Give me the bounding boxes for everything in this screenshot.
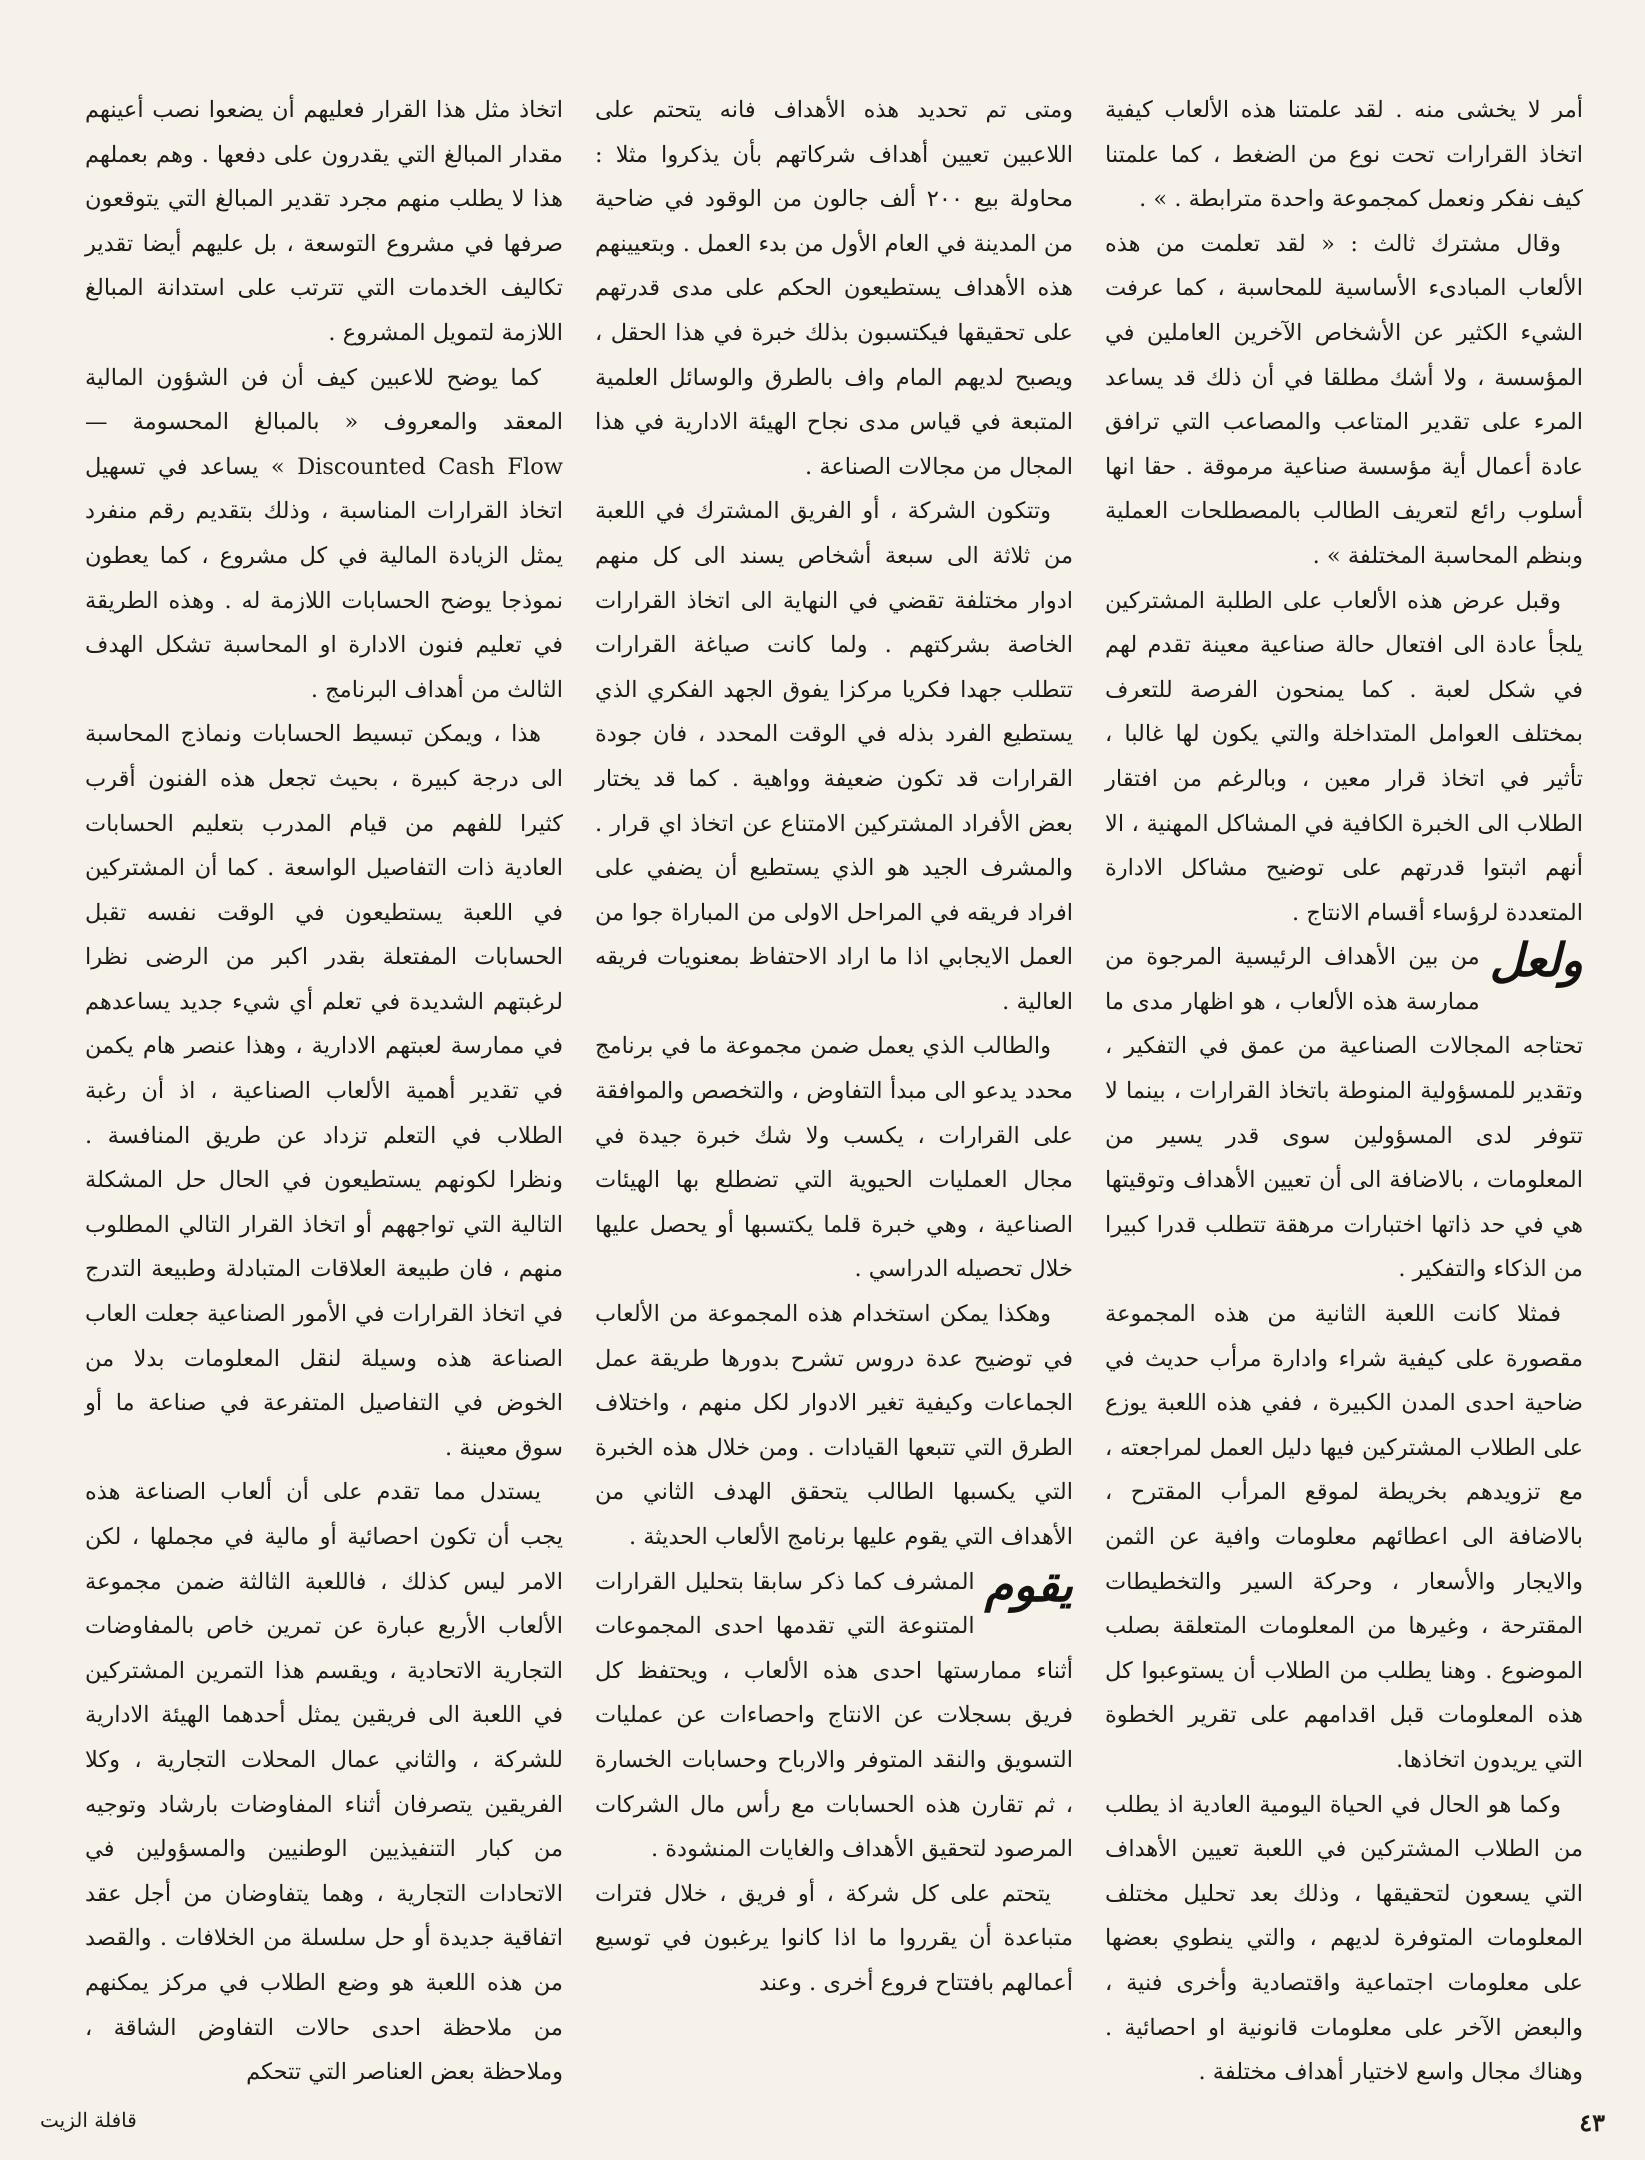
paragraph: وقال مشترك ثالث : « لقد تعلمت من هذه الألعاب المبادىء الأساسية للمحاسبة ، كما عرفت الشيء الكثير عن الأشخاص الآخرين العاملين في المؤسسة ، ولا أشك مطلقا في أن ذلك قد يساعد المرء على تقدير المتاعب والمصاعب التي ترافق عادة أعمال أية مؤسسة صناعية مرموقة . حقا انها أسلوب رائع لتعريف الطالب بالمصطلحات العملية وبنظم المحاسبة المختلفة » . bbox=[1105, 230, 1583, 569]
paragraph: وتتكون الشركة ، أو الفريق المشترك في اللعبة من ثلاثة الى سبعة أشخاص يسند الى كل منهم ادوار مختلفة تقضي في النهاية الى اتخاذ القرارات الخاصة بشركتهم . ولما كانت صياغة القرارات تتطلب جهدا فكريا مركزا يفوق الجهد الفكري الذي يستطيع الفرد بذله في الوقت المحدد ، فان جودة القرارات قد تكون ضعيفة وواهية . كما قد يختار بعض الأفراد المشتركين الامتناع عن اتخاذ اي قرار . والمشرف الجيد هو الذي يستطيع أن يضفي على افراد فريقه في المراحل الاولى من المباراة جوا من العمل الايجابي اذا ما اراد الاحتفاظ بمعنويات فريقه العالية . bbox=[595, 498, 1073, 1015]
paragraph: كما يوضح للاعبين كيف أن فن الشؤون المالية المعقد والمعروف « بالمبالغ المحسومة — Discounted Cash Flow » يساعد في تسهيل اتخاذ القرارات المناسبة ، وذلك بتقديم رقم منفرد يمثل الزيادة المالية في كل مشروع ، كما يعطون نموذجا يوضح الحسابات اللازمة له . وهذه الطريقة في تعليم فنون الادارة او المحاسبة تشكل الهدف الثالث من أهداف البرنامج . bbox=[85, 364, 563, 703]
paragraph: وقبل عرض هذه الألعاب على الطلبة المشتركين يلجأ عادة الى افتعال حالة صناعية معينة تقدم لهم في شكل لعبة . كما يمنحون الفرصة للتعرف بمختلف العوامل المتداخلة والتي يكون لها غالبا ، تأثير في اتخاذ قرار معين ، وبالرغم من افتقار الطلاب الى الخبرة الكافية في المشاكل المهنية ، الا أنهم اثبتوا قدرتهم على توضيح مشاكل الادارة المتعددة لرؤساء أقسام الانتاج . bbox=[1105, 587, 1583, 926]
paragraph: هذا ، ويمكن تبسيط الحسابات ونماذج المحاسبة الى درجة كبيرة ، بحيث تجعل هذه الفنون أقرب كثيرا للفهم من قيام المدرب بتعليم الحسابات العادية ذات التفاصيل الواسعة . كما أن المشتركين في اللعبة يستطيعون في الوقت نفسه تقبل الحسابات المفتعلة بقدر اكبر من الرضى نظرا لرغبتهم الشديدة في تعلم أي شيء جديد يساعدهم في ممارسة لعبتهم الادارية ، وهذا عنصر هام يكمن في تقدير أهمية الألعاب الصناعية ، اذ أن رغبة الطلاب في التعلم تزداد عن طريق المنافسة . ونظرا لكونهم يستطيعون في الحال حل المشكلة التالية التي تواجههم أو اتخاذ القرار التالي المطلوب منهم ، فان طبيعة العلاقات المتبادلة وطبيعة التدرج في اتخاذ القرارات في الأمور الصناعية جعلت العاب الصناعة هذه وسيلة لنقل المعلومات بدلا من الخوض في التفاصيل المتفرعة في صناعة ما أو سوق معينة . bbox=[85, 721, 563, 1461]
drop-word: ولعل bbox=[1489, 933, 1583, 988]
text-column-middle bbox=[595, 88, 1073, 2003]
paragraph-text: من بين الأهداف الرئيسية المرجوة من ممارسة هذه الألعاب ، هو اظهار مدى ما تحتاجه المجالات الصناعية من عمق في التفكير ، وتقدير للمسؤولية المنوطة باتخاذ القرارات ، بينما لا تتوفر لدى المسؤولين سوى قدر يسير من المعلومات ، بالاضافة الى أن تعيين الأهداف وتوقيتها هي في حد ذاتها اختبارات مرهقة تتطلب قدرا كبيرا من الذكاء والتفكير . bbox=[1105, 944, 1583, 1283]
paragraph-with-drop-word bbox=[595, 1557, 1073, 1872]
paragraph: اتخاذ مثل هذا القرار فعليهم أن يضعوا نصب أعينهم مقدار المبالغ التي يقدرون على دفعها . وهم بعملهم هذا لا يطلب منهم مجرد تقدير المبالغ التي يتوقعون صرفها في مشروع التوسعة ، بل عليهم أيضا تقدير تكاليف الخدمات التي تترتب على استدانة المبالغ اللازمة لتمويل المشروع . bbox=[85, 97, 563, 346]
drop-word: يقوم bbox=[984, 1557, 1073, 1612]
paragraph: ومتى تم تحديد هذه الأهداف فانه يتحتم على اللاعبين تعيين أهداف شركاتهم بأن يذكروا مثلا : محاولة بيع ٢٠٠ ألف جالون من الوقود في ضاحية من المدينة في العام الأول من بدء العمل . وبتعيينهم هذه الأهداف يستطيعون الحكم على مدى قدرتهم على تحقيقها فيكتسبون بذلك خبرة في هذا الحقل ، ويصبح لديهم المام واف بالطرق والوسائل العلمية المتبعة في قياس مدى نجاح الهيئة الادارية في هذا المجال من مجالات الصناعة . bbox=[595, 97, 1073, 480]
paragraph: وكما هو الحال في الحياة اليومية العادية اذ يطلب من الطلاب المشتركين في اللعبة تعيين الأهداف التي يسعون لتحقيقها ، وذلك بعد تحليل مختلف المعلومات المتوفرة لديهم ، والتي ينطوي بعضها على معلومات اجتماعية واقتصادية وأخرى فنية ، والبعض الآخر على معلومات قانونية او احصائية . وهناك مجال واسع لاختيار أهداف مختلفة . bbox=[1105, 1791, 1583, 2086]
magazine-name: قافلة الزيت bbox=[40, 2108, 137, 2132]
paragraph: فمثلا كانت اللعبة الثانية من هذه المجموعة مقصورة على كيفية شراء وادارة مرأب حديث في ضاحية احدى المدن الكبيرة ، ففي هذه اللعبة يوزع على الطلاب المشتركين فيها دليل العمل لمراجعته ، مع تزويدهم بخريطة لموقع المرأب المقترح ، بالاضافة الى اعطائهم معلومات وافية عن الثمن والايجار والأسعار ، وحركة السير والتخطيطات المقترحة ، وغيرها من المعلومات المتعلقة بصلب الموضوع . وهنا يطلب من الطلاب أن يستوعبوا كل هذه المعلومات قبل اقدامهم على تقرير الخطوة التي يريدون اتخاذها. bbox=[1105, 1301, 1583, 1773]
paragraph: يستدل مما تقدم على أن ألعاب الصناعة هذه يجب أن تكون احصائية أو مالية في مجملها ، لكن الامر ليس كذلك ، فاللعبة الثالثة ضمن مجموعة الألعاب الأربع عبارة عن تمرين خاص بالمفاوضات التجارية الاتحادية ، ويقسم هذا التمرين المشتركين في اللعبة الى فريقين يمثل أحدهما الهيئة الادارية للشركة ، والثاني عمال المحلات التجارية ، وكلا الفريقين يتصرفان أثناء المفاوضات بارشاد وتوجيه من كبار التنفيذيين الوطنيين والمسؤولين في الاتحادات التجارية ، وهما يتفاوضان من أجل عقد اتفاقية جديدة أو حل سلسلة من الخلافات . والقصد من هذه اللعبة هو وضع الطلاب في مركز يمكنهم من ملاحظة احدى حالات التفاوض الشاقة ، وملاحظة بعض العناصر التي تتحكم bbox=[85, 1479, 563, 2086]
page-number: ٤٣ bbox=[1579, 2108, 1605, 2137]
text-column-left bbox=[85, 88, 563, 2086]
page-footer bbox=[0, 2108, 1645, 2148]
paragraph: أمر لا يخشى منه . لقد علمتنا هذه الألعاب كيفية اتخاذ القرارات تحت نوع من الضغط ، كما علمتنا كيف نفكر ونعمل كمجموعة واحدة مترابطة . » . bbox=[1105, 97, 1583, 213]
paragraph: وهكذا يمكن استخدام هذه المجموعة من الألعاب في توضيح عدة دروس تشرح بدورها طريقة عمل الجماعات وكيفية تغير الادوار لكل منهم ، واختلاف الطرق التي تتبعها القيادات . ومن خلال هذه الخبرة التي يكسبها الطالب يتحقق الهدف الثاني من الأهداف التي يقوم عليها برنامج الألعاب الحديثة . bbox=[595, 1301, 1073, 1550]
text-column-right bbox=[1105, 88, 1583, 2086]
paragraph: والطالب الذي يعمل ضمن مجموعة ما في برنامج محدد يدعو الى مبدأ التفاوض ، والتخصص والموافقة على القرارات ، يكسب ولا شك خبرة جيدة في مجال العمليات الحيوية التي تضطلع بها الهيئات الصناعية ، وهي خبرة قلما يكتسبها أو يحصل عليها خلال تحصيله الدراسي . bbox=[595, 1033, 1073, 1283]
paragraph: يتحتم على كل شركة ، أو فريق ، خلال فترات متباعدة أن يقرروا ما اذا كانوا يرغبون في توسيع أعمالهم بافتتاح فروع أخرى . وعند bbox=[595, 1880, 1073, 1996]
paragraph-text: المشرف كما ذكر سابقا بتحليل القرارات المتنوعة التي تقدمها احدى المجموعات أثناء ممارستها احدى هذه الألعاب ، ويحتفظ كل فريق بسجلات عن الانتاج واحصاءات عن عمليات التسويق والنقد المتوفر والارباح وحسابات الخسارة ، ثم تقارن هذه الحسابات مع رأس مال الشركات المرصود لتحقيق الأهداف والغايات المنشودة . bbox=[595, 1568, 1073, 1863]
paragraph-with-drop-word bbox=[1105, 935, 1583, 1292]
